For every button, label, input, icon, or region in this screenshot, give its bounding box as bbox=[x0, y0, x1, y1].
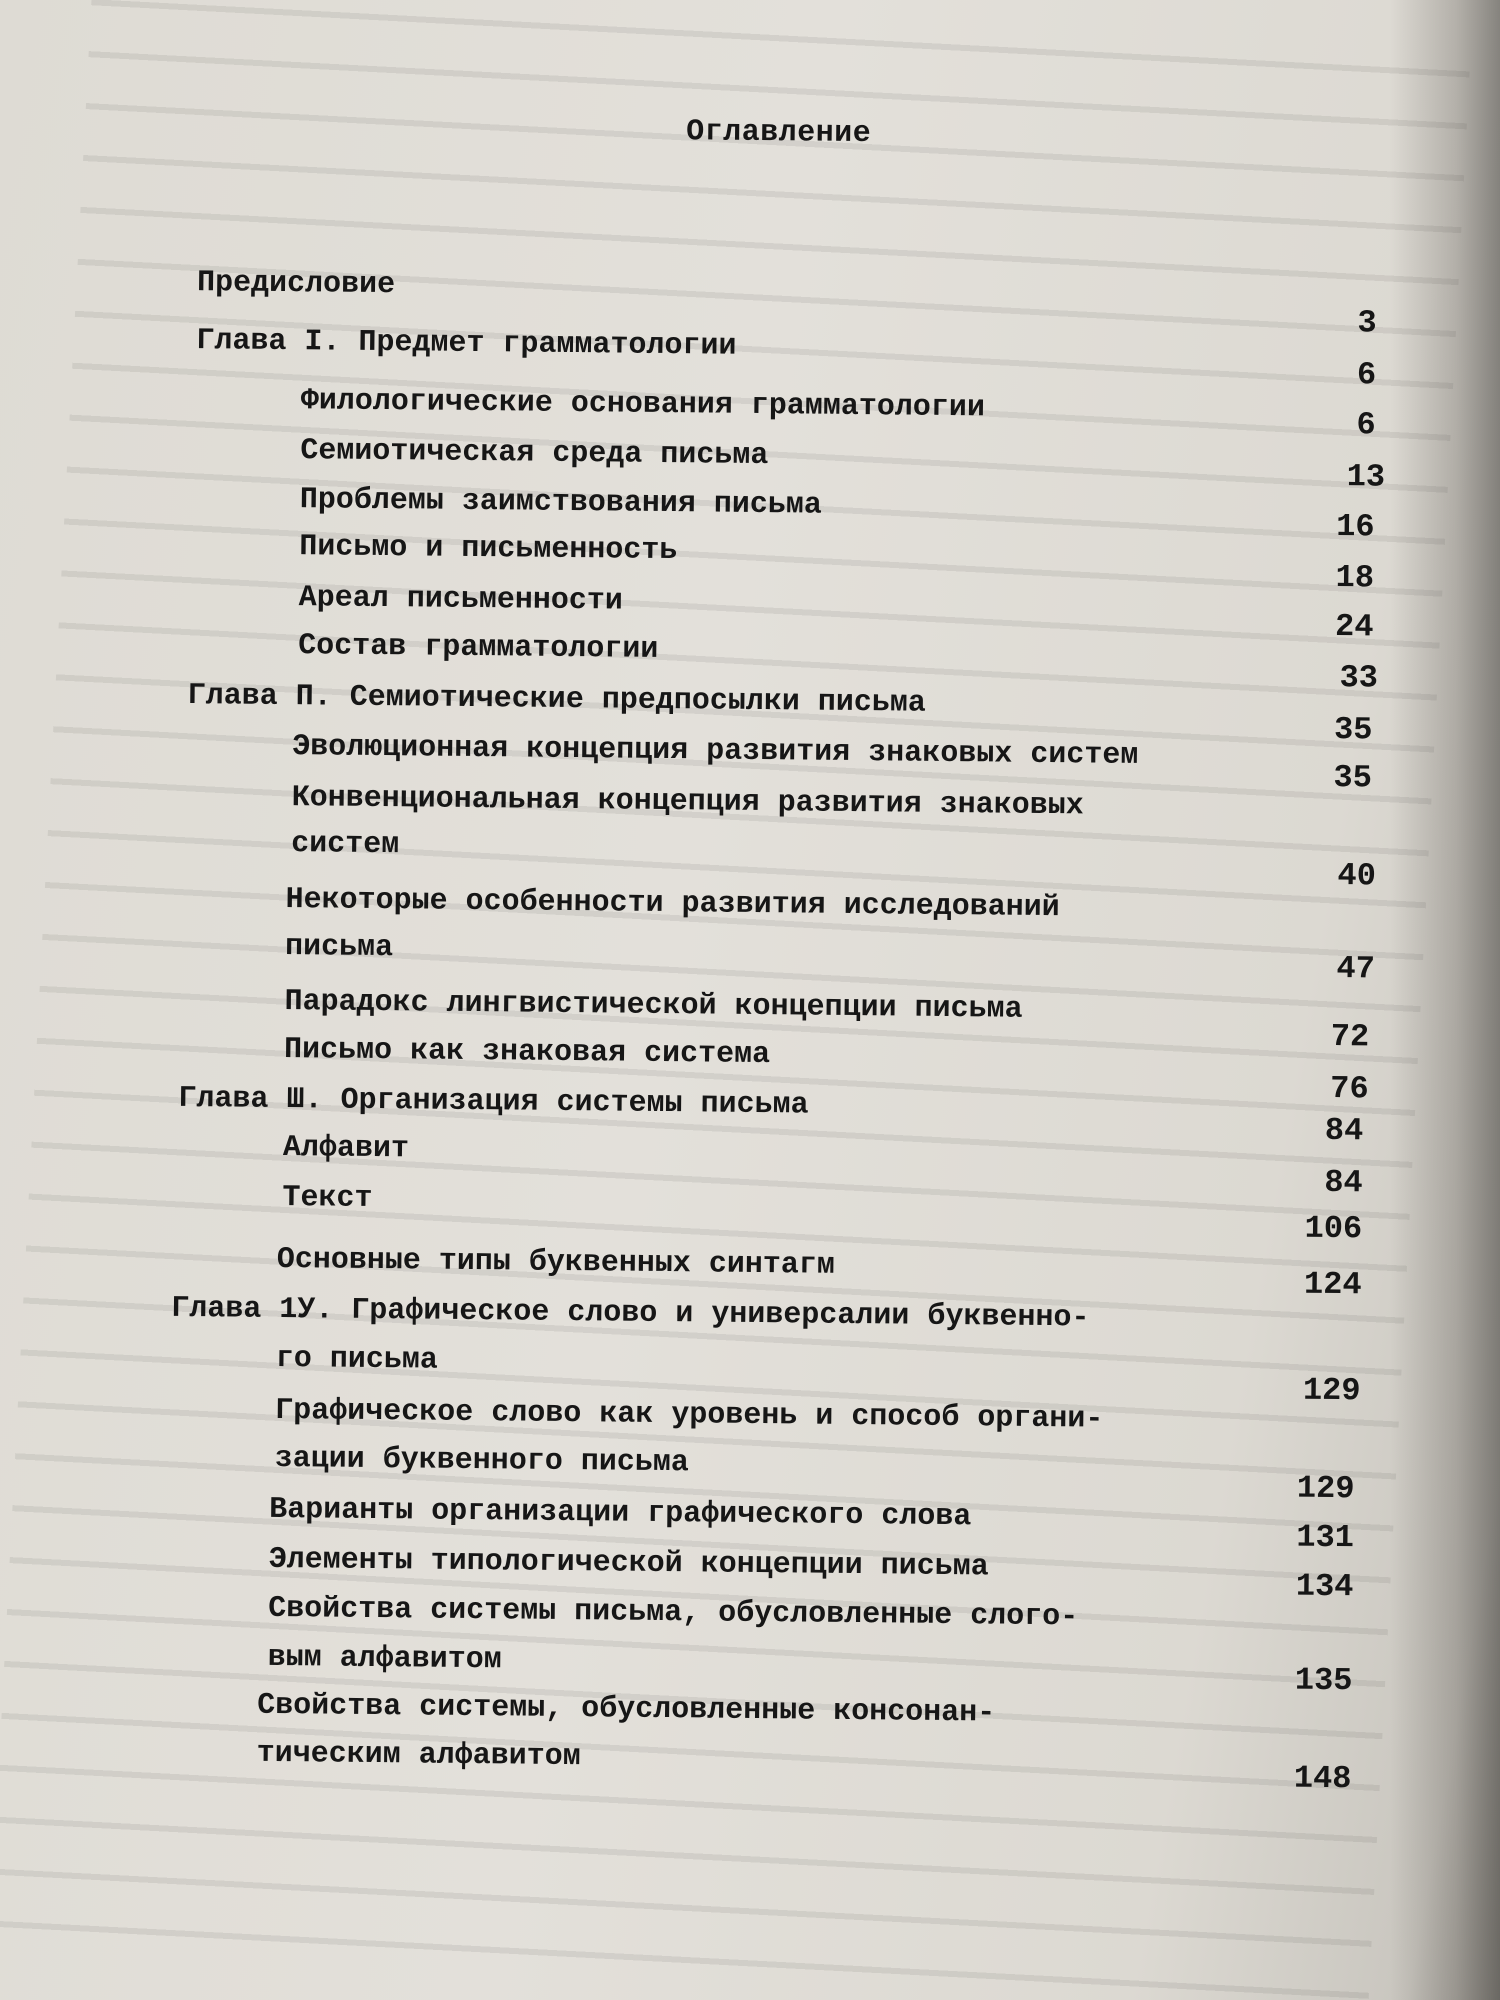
toc-page-1-6: 33 bbox=[1339, 659, 1379, 697]
toc-entry-4-3: Элементы типологической концепции письма bbox=[268, 1542, 989, 1585]
toc-entry-3-3: Основные типы буквенных синтагм bbox=[276, 1242, 836, 1283]
toc-entry-4-5-cont: тическим алфавитом bbox=[256, 1736, 581, 1775]
toc-entry-2-2-cont: систем bbox=[290, 827, 400, 863]
toc-page-chapter-3: 84 bbox=[1324, 1111, 1364, 1150]
toc-page-4-3: 134 bbox=[1295, 1567, 1354, 1606]
toc-page-chapter-4: 129 bbox=[1302, 1371, 1361, 1410]
toc-page-chapter-2: 35 bbox=[1333, 711, 1373, 749]
toc-entry-4-4-cont: вым алфавитом bbox=[267, 1640, 502, 1678]
toc-page-1-4: 18 bbox=[1335, 559, 1375, 597]
toc-page-4-5: 148 bbox=[1293, 1759, 1352, 1798]
toc-entry-4-4: Свойства системы письма, обусловленные слого- bbox=[267, 1591, 1079, 1635]
toc-entry-4-1: Графическое слово как уровень и способ органи- bbox=[275, 1393, 1104, 1437]
toc-entry-2-5: Письмо как знаковая система bbox=[283, 1033, 771, 1073]
toc-entry-2-2: Конвенциональная концепция развития знаковых bbox=[291, 781, 1084, 824]
toc-page-preface: 3 bbox=[1357, 304, 1377, 342]
toc-page-2-5: 76 bbox=[1330, 1069, 1369, 1108]
toc-chapter-3: Глава Ш. Организация системы письма bbox=[178, 1081, 809, 1123]
toc-page-2-4: 72 bbox=[1330, 1017, 1370, 1056]
toc-page-2-2: 40 bbox=[1337, 857, 1377, 895]
page-title: Оглавление bbox=[685, 115, 872, 152]
toc-page-1-1: 6 bbox=[1356, 406, 1376, 444]
toc-entry-1-2: Семиотическая среда письма bbox=[300, 434, 769, 474]
toc-entry-2-3: Некоторые особенности развития исследований bbox=[285, 883, 1060, 926]
toc-page-1-2: 13 bbox=[1346, 458, 1386, 496]
toc-entry-2-4: Парадокс лингвистической концепции письма bbox=[284, 985, 1023, 1027]
toc-page-4-1: 129 bbox=[1296, 1469, 1355, 1508]
toc-entry-1-4: Письмо и письменность bbox=[299, 530, 678, 569]
toc-entry-1-5: Ареал письменности bbox=[298, 581, 623, 619]
toc-page-4-2: 131 bbox=[1296, 1518, 1355, 1557]
toc-chapter-1: Глава I. Предмет грамматологии bbox=[196, 324, 737, 364]
toc-page-3-2: 106 bbox=[1304, 1209, 1363, 1248]
toc-page-1-3: 16 bbox=[1335, 508, 1375, 546]
toc-entry-4-5: Свойства системы, обусловленные консонан- bbox=[256, 1688, 996, 1731]
toc-entry-1-1: Филологические основания грамматологии bbox=[300, 384, 986, 426]
toc-entry-2-1: Эволюционная концепция развития знаковых систем bbox=[292, 730, 1139, 773]
toc-page-2-1: 35 bbox=[1333, 759, 1373, 797]
toc-entry-2-3-cont: письма bbox=[284, 930, 394, 966]
toc-entry-4-2: Варианты организации графического слова bbox=[269, 1492, 972, 1535]
toc-page-2-3: 47 bbox=[1336, 950, 1376, 988]
toc-page-1-5: 24 bbox=[1334, 608, 1374, 646]
toc-entry-preface: Предисловие bbox=[196, 266, 396, 303]
toc-entry-1-3: Проблемы заимствования письма bbox=[299, 483, 823, 523]
toc-page-4-4: 135 bbox=[1294, 1661, 1353, 1700]
toc-entry-3-2: Текст bbox=[282, 1181, 373, 1216]
toc-page-3-1: 84 bbox=[1324, 1163, 1363, 1202]
toc-page-3-3: 124 bbox=[1303, 1265, 1362, 1304]
toc-entry-4-1-cont: зации буквенного письма bbox=[274, 1441, 689, 1481]
toc-chapter-2: Глава П. Семиотические предпосылки письма bbox=[187, 679, 926, 721]
toc-page-chapter-1: 6 bbox=[1356, 356, 1377, 394]
toc-chapter-4-cont: го письма bbox=[275, 1341, 438, 1378]
toc-entry-1-6: Состав грамматологии bbox=[298, 629, 659, 667]
toc-chapter-4: Глава 1У. Графическое слово и универсалии буквенно- bbox=[171, 1291, 1090, 1336]
toc-entry-3-1: Алфавит bbox=[282, 1131, 410, 1167]
